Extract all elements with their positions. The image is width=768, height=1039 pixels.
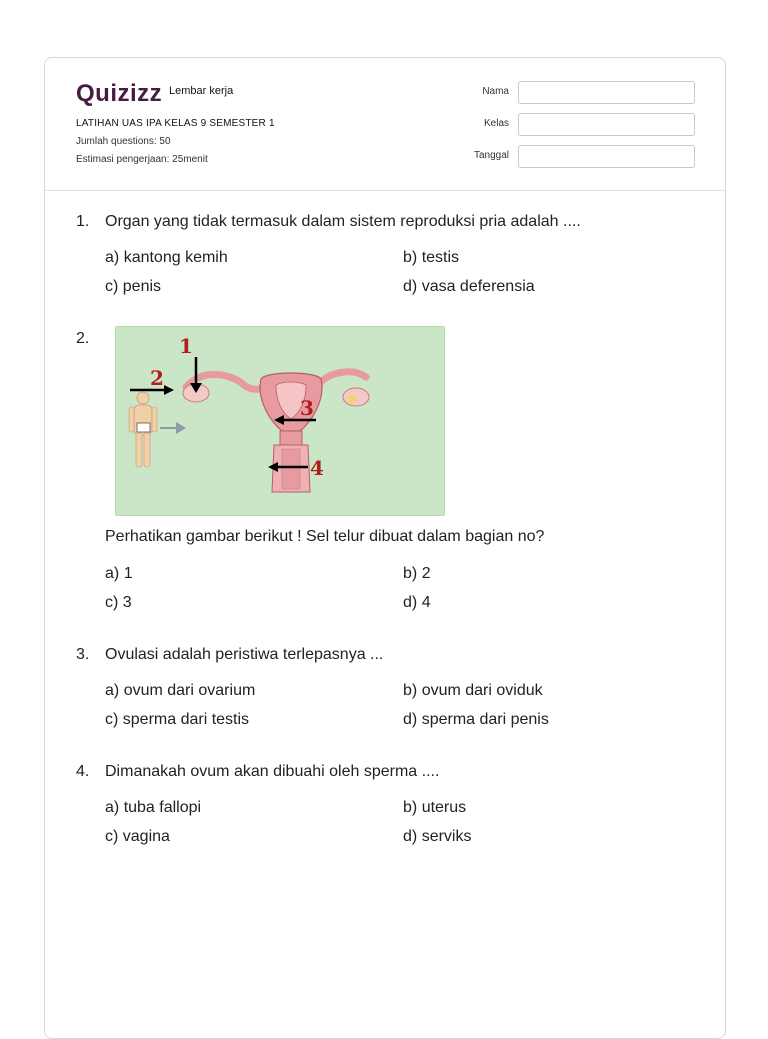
name-field[interactable] (518, 81, 695, 104)
date-field[interactable] (518, 145, 695, 168)
reproductive-system-figure (115, 326, 445, 516)
female-reproductive-diagram (116, 327, 444, 515)
option-b (403, 565, 431, 583)
option-text: sperma dari penis (421, 711, 549, 728)
option-letter: a) (105, 682, 120, 699)
option-text: sperma dari testis (122, 711, 250, 728)
pointer-arrow-icon (160, 422, 186, 434)
option-a (105, 249, 228, 267)
option-c (105, 828, 170, 846)
option-a (105, 799, 201, 817)
figure-label-1: 1 (179, 334, 193, 358)
option-b (403, 682, 543, 700)
option-b (403, 249, 459, 267)
option-letter: b) (403, 249, 418, 266)
option-b (403, 799, 466, 817)
option-letter: b) (403, 682, 418, 699)
question-count: Jumlah questions: 50 (76, 136, 171, 147)
question-text: Dimanakah ovum akan dibuahi oleh sperma .... (105, 763, 440, 780)
question-text: Ovulasi adalah peristiwa terlepasnya ... (105, 646, 384, 663)
option-letter: c) (105, 594, 119, 611)
time-estimate: Estimasi pengerjaan: 25menit (76, 154, 208, 165)
question-number: 2. (76, 330, 90, 347)
option-letter: c) (105, 711, 119, 728)
option-a (105, 682, 255, 700)
option-c (105, 278, 161, 296)
option-text: tuba fallopi (123, 799, 202, 816)
option-d (403, 828, 471, 846)
option-d (403, 594, 431, 612)
option-letter: d) (403, 828, 418, 845)
option-letter: d) (403, 711, 418, 728)
option-a (105, 565, 133, 583)
option-text: penis (122, 278, 162, 295)
option-text: 4 (421, 594, 431, 611)
reproductive-organs (183, 372, 369, 492)
question-text: Perhatikan gambar berikut ! Sel telur dibuat dalam bagian no? (105, 528, 545, 545)
option-letter: d) (403, 594, 418, 611)
date-label: Tanggal (473, 150, 509, 161)
question-number: 1. (76, 213, 90, 230)
option-text: uterus (421, 799, 467, 816)
figure-label-2: 2 (150, 366, 164, 390)
option-c (105, 594, 132, 612)
option-text: 2 (421, 565, 431, 582)
option-text: ovum dari ovarium (123, 682, 256, 699)
option-text: serviks (421, 828, 472, 845)
option-letter: a) (105, 799, 120, 816)
option-letter: c) (105, 278, 119, 295)
human-figure-icon (129, 392, 157, 467)
class-field[interactable] (518, 113, 695, 136)
quiz-title: LATIHAN UAS IPA KELAS 9 SEMESTER 1 (76, 118, 275, 129)
option-letter: a) (105, 565, 120, 582)
name-label: Nama (482, 86, 509, 97)
worksheet-page (44, 57, 726, 1039)
question-number: 4. (76, 763, 90, 780)
option-d (403, 711, 549, 729)
option-letter: b) (403, 799, 418, 816)
option-text: 1 (123, 565, 133, 582)
option-letter: d) (403, 278, 418, 295)
quizizz-logo: Quizizz (76, 80, 163, 107)
option-d (403, 278, 535, 296)
class-label: Kelas (483, 118, 509, 129)
option-text: ovum dari oviduk (421, 682, 543, 699)
option-text: vasa deferensia (421, 278, 535, 295)
option-text: vagina (122, 828, 170, 845)
worksheet-type-label: Lembar kerja (169, 85, 234, 97)
figure-label-3: 3 (300, 396, 314, 420)
option-text: testis (421, 249, 460, 266)
question-number: 3. (76, 646, 90, 663)
option-letter: b) (403, 565, 418, 582)
figure-label-4: 4 (310, 456, 324, 480)
option-letter: a) (105, 249, 120, 266)
option-text: 3 (122, 594, 132, 611)
option-c (105, 711, 249, 729)
question-text: Organ yang tidak termasuk dalam sistem reproduksi pria adalah .... (105, 213, 581, 230)
option-text: kantong kemih (123, 249, 228, 266)
option-letter: c) (105, 828, 119, 845)
arrowhead-2 (164, 385, 174, 395)
worksheet-header (45, 58, 725, 191)
